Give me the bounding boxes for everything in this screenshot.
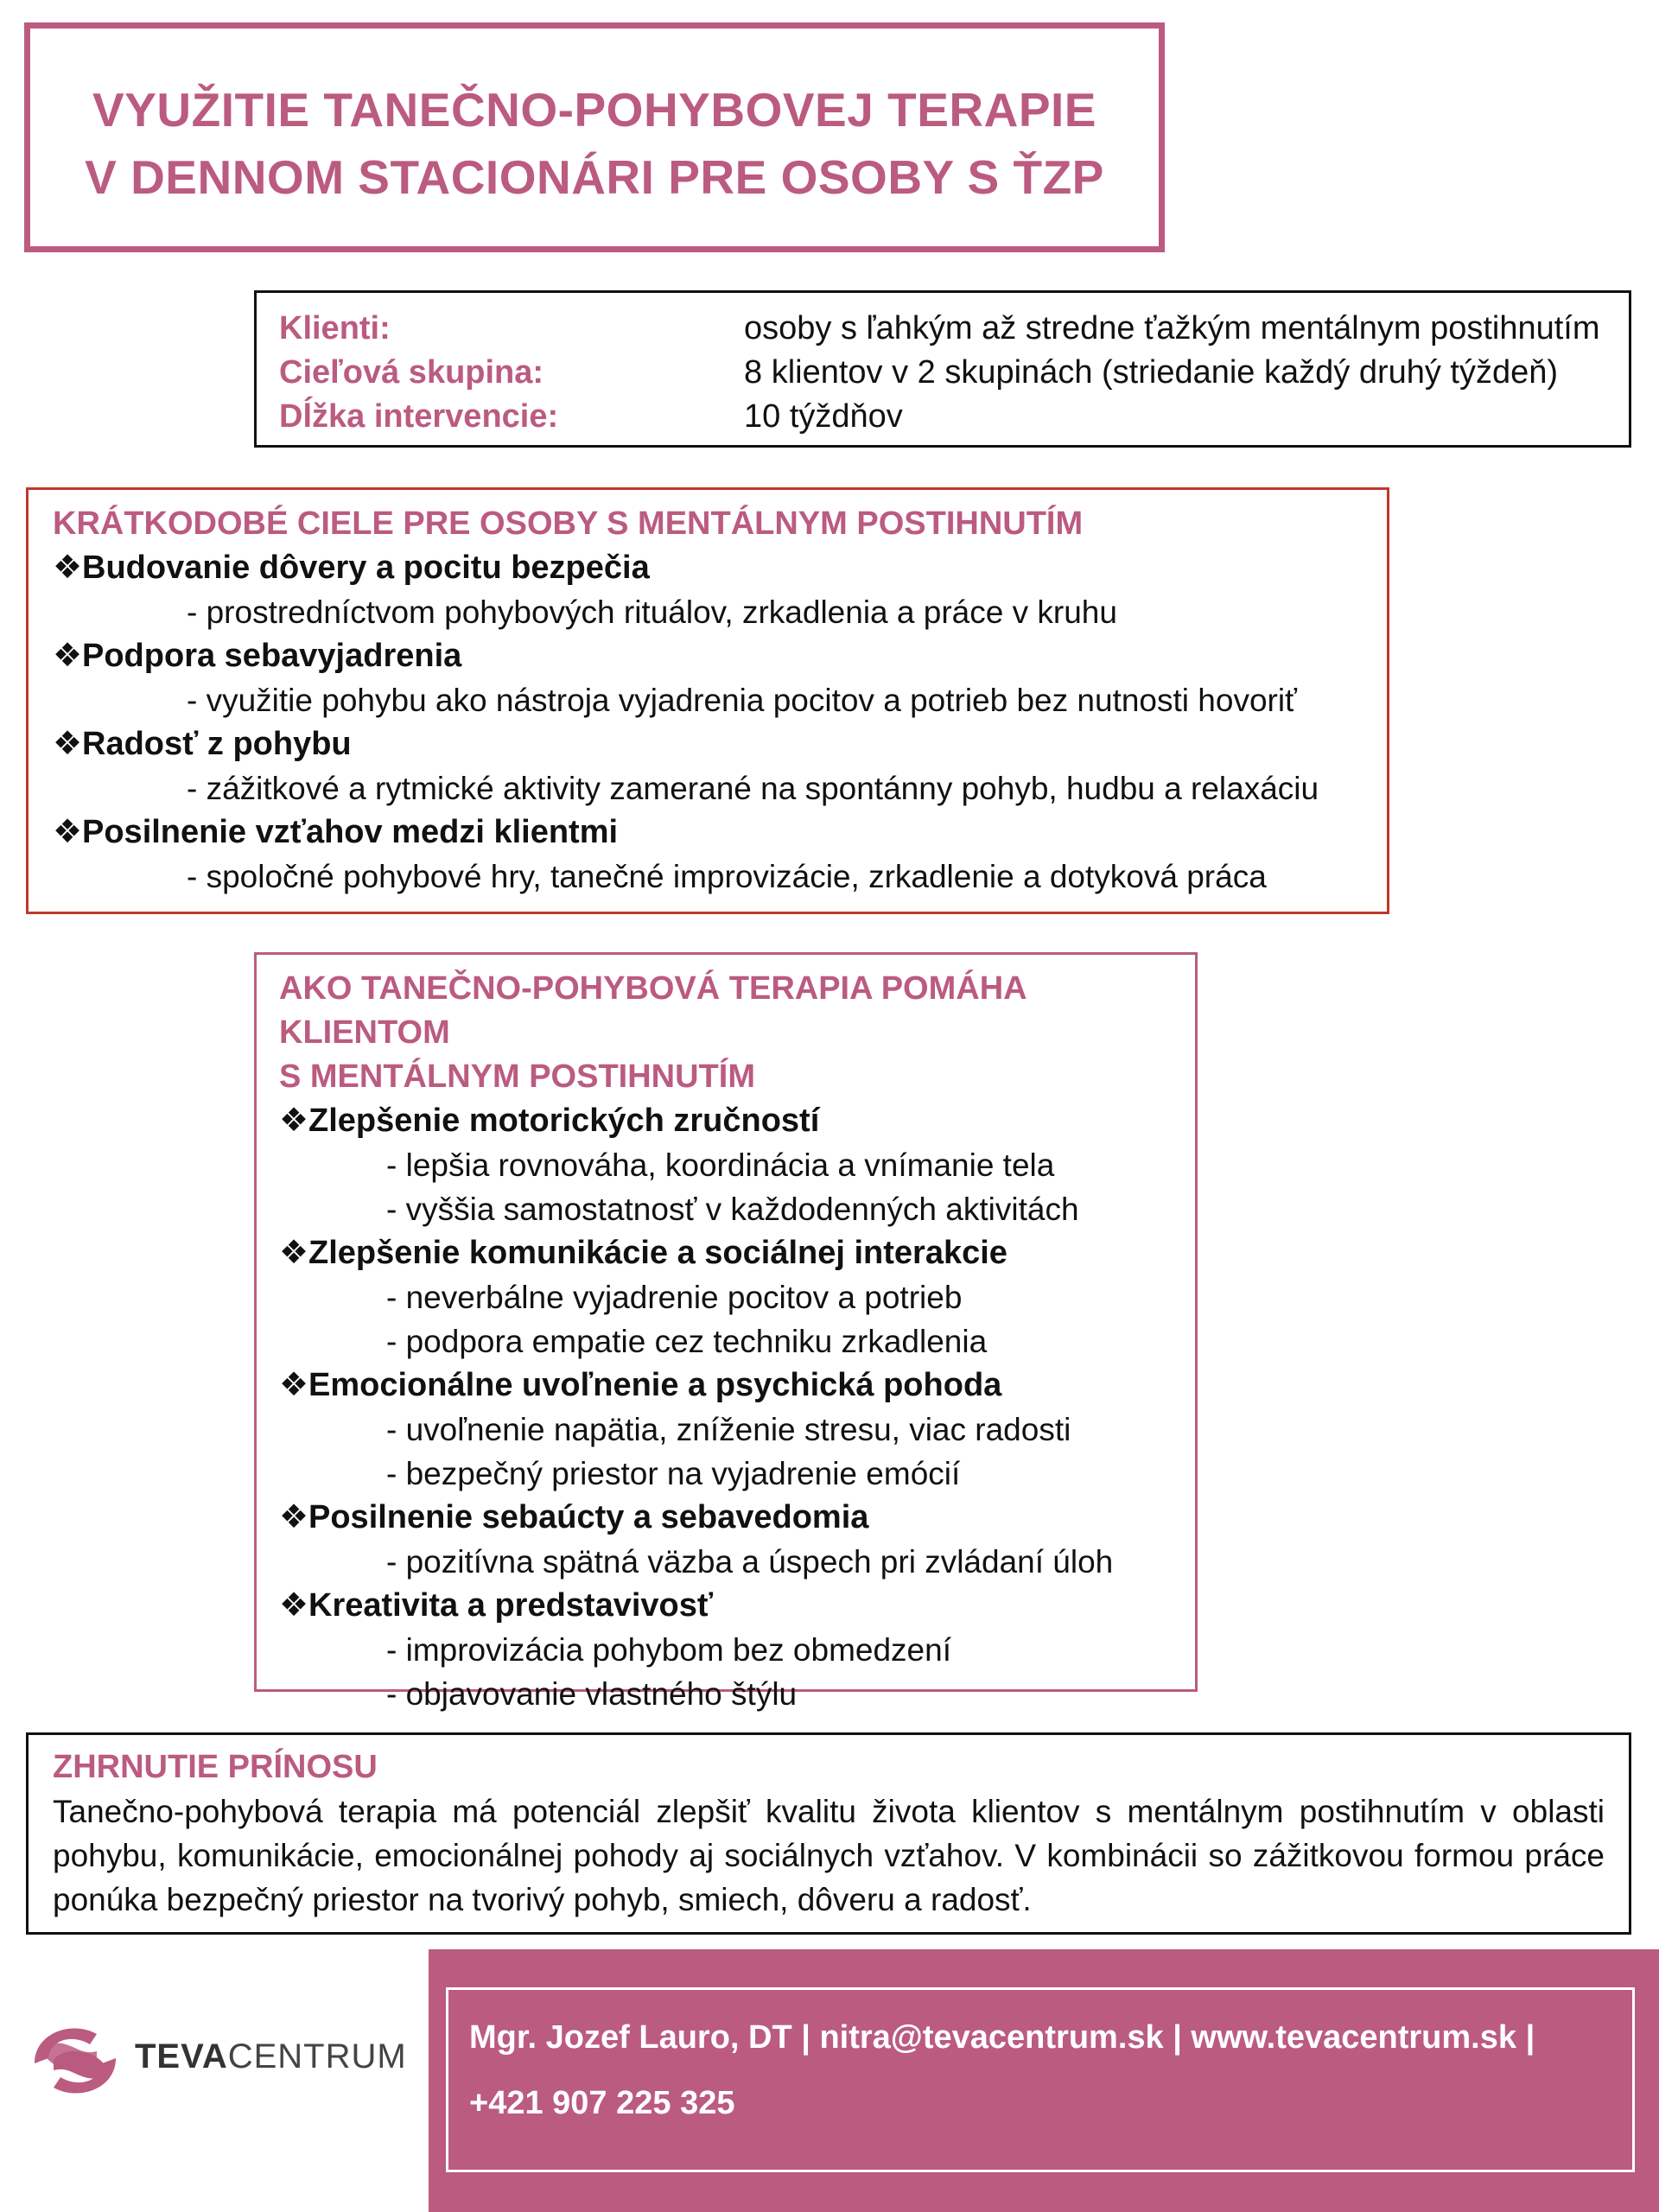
benefit-item-detail: - vyššia samostatnosť v každodenných aktivitách — [386, 1192, 1079, 1227]
info-row-clients — [279, 310, 1620, 353]
benefit-item-title: ❖Emocionálne uvoľnenie a psychická pohoda — [279, 1363, 1186, 1408]
diamond-bullet-icon: ❖ — [279, 1587, 309, 1624]
goal-item-detail: - využitie pohybu ako nástroja vyjadrenia pocitov a potrieb bez nutnosti hovoriť — [187, 683, 1297, 718]
benefit-item-detail: - pozitívna spätná väzba a úspech pri zvládaní úloh — [386, 1544, 1114, 1580]
info-box — [254, 290, 1631, 448]
benefit-item-detail: - lepšia rovnováha, koordinácia a vnímanie tela — [386, 1147, 1055, 1183]
info-value: 8 klientov v 2 skupinách (striedanie každý druhý týždeň) — [744, 354, 1559, 391]
benefit-item-title: ❖Posilnenie sebaúcty a sebavedomia — [279, 1496, 1186, 1540]
hands-s-logo-icon — [28, 2013, 123, 2108]
goal-item-detail: - prostredníctvom pohybových rituálov, zrkadlenia a práce v kruhu — [187, 594, 1117, 630]
info-value: 10 týždňov — [744, 398, 903, 435]
benefit-item-title: ❖Kreativita a predstavivosť — [279, 1584, 1186, 1628]
short-term-goals-box — [26, 487, 1389, 914]
goal-item-title: ❖Budovanie dôvery a pocitu bezpečia — [53, 546, 1378, 590]
benefit-item-title: ❖Zlepšenie motorických zručností — [279, 1099, 1186, 1143]
summary-heading: ZHRNUTIE PRÍNOSU — [53, 1749, 378, 1785]
tevacentrum-logo — [28, 2013, 408, 2108]
summary-text: Tanečno-pohybová terapia má potenciál zlepšiť kvalitu života klientov s mentálnym postihnutím v oblasti pohybu, komunikácie, emocionálnej pohody aj sociálnych vzťahov. V kombinácii so zážitkovou formou práce ponúka bezpečný priestor na tvorivý pohyb, smiech, dôveru a radosť. — [53, 1794, 1605, 1917]
info-label: Dĺžka intervencie: — [279, 398, 559, 435]
benefit-item-detail: - neverbálne vyjadrenie pocitov a potrieb — [386, 1280, 963, 1315]
footer-contact-frame — [446, 1987, 1635, 2172]
footer-contact-panel — [429, 1949, 1659, 2212]
info-label: Klienti: — [279, 310, 391, 346]
benefit-item-detail: - bezpečný priestor na vyjadrenie emócií — [386, 1456, 961, 1491]
benefit-item-detail: - uvoľnenie napätia, zníženie stresu, viac radosti — [386, 1412, 1071, 1447]
benefit-item-detail: - podpora empatie cez techniku zrkadlenia — [386, 1324, 988, 1359]
section-heading: KRÁTKODOBÉ CIELE PRE OSOBY S MENTÁLNYM POSTIHNUTÍM — [53, 505, 1084, 542]
goal-item-detail: - zážitkové a rytmické aktivity zamerané na spontánny pohyb, hudbu a relaxáciu — [187, 771, 1319, 806]
info-row-target-group — [279, 354, 1620, 397]
diamond-bullet-icon: ❖ — [279, 1367, 309, 1403]
info-label: Cieľová skupina: — [279, 354, 544, 391]
goal-item-title: ❖Podpora sebavyjadrenia — [53, 634, 1378, 678]
summary-box — [26, 1732, 1631, 1935]
section-heading-line-2: S MENTÁLNYM POSTIHNUTÍM — [279, 1058, 755, 1095]
benefit-item-detail: - objavovanie vlastného štýlu — [386, 1676, 798, 1712]
brand-name: TEVACENTRUM — [135, 2037, 407, 2075]
diamond-bullet-icon: ❖ — [53, 550, 83, 586]
info-row-duration — [279, 398, 1620, 442]
benefit-item-detail: - improvizácia pohybom bez obmedzení — [386, 1632, 951, 1668]
title-box — [24, 22, 1165, 252]
therapy-benefits-box — [254, 952, 1198, 1712]
contact-line: Mgr. Jozef Lauro, DT | nitra@tevacentrum.sk | www.tevacentrum.sk | — [469, 2019, 1535, 2056]
section-heading-line-1: AKO TANEČNO-POHYBOVÁ TERAPIA POMÁHA KLIENTOM — [279, 970, 1027, 1051]
page-title-line-2: V DENNOM STACIONÁRI PRE OSOBY S ŤZP — [85, 150, 1104, 204]
diamond-bullet-icon: ❖ — [279, 1103, 309, 1139]
diamond-bullet-icon: ❖ — [279, 1235, 309, 1271]
info-value: osoby s ľahkým až stredne ťažkým mentálnym postihnutím — [744, 310, 1600, 346]
diamond-bullet-icon: ❖ — [53, 726, 83, 762]
contact-phone: +421 907 225 325 — [469, 2085, 735, 2121]
goal-item-detail: - spoločné pohybové hry, tanečné improvizácie, zrkadlenie a dotyková práca — [187, 859, 1267, 894]
diamond-bullet-icon: ❖ — [279, 1499, 309, 1535]
benefit-item-title: ❖Zlepšenie komunikácie a sociálnej interakcie — [279, 1231, 1186, 1275]
diamond-bullet-icon: ❖ — [53, 638, 83, 674]
goal-item-title: ❖Radosť z pohybu — [53, 722, 1378, 766]
diamond-bullet-icon: ❖ — [53, 814, 83, 850]
page-title-line-1: VYUŽITIE TANEČNO-POHYBOVEJ TERAPIE — [92, 83, 1096, 137]
goal-item-title: ❖Posilnenie vzťahov medzi klientmi — [53, 810, 1378, 855]
